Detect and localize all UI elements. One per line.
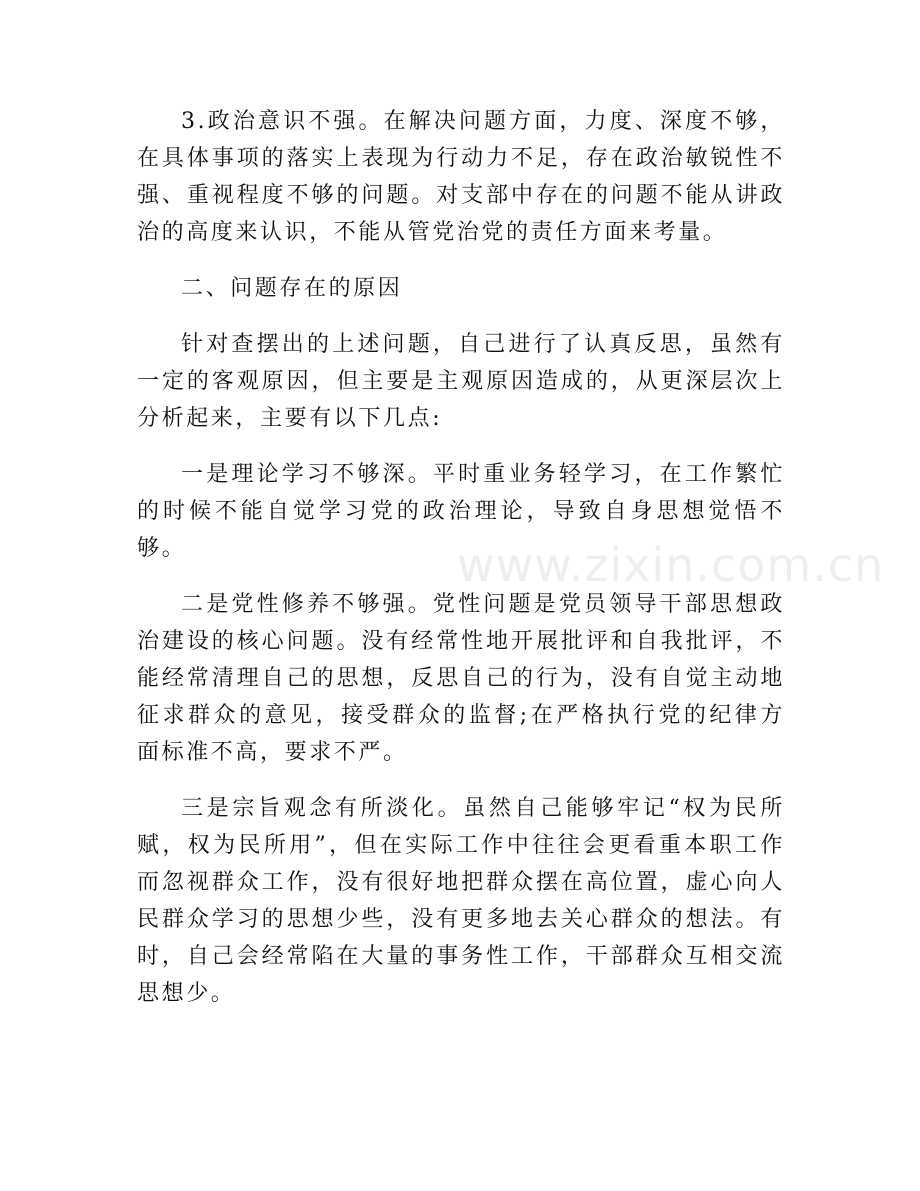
paragraph-reflection: 针对查摆出的上述问题，自己进行了认真反思，虽然有一定的客观原因，但主要是主观原因造成的，从更深层次上分析起来，主要有以下几点: [137, 332, 785, 431]
paragraph-party-cultivation: 二是党性修养不够强。党性问题是党员领导干部思想政治建设的核心问题。没有经常性地开展批评和自我批评，不能经常清理自己的思想，反思自己的行为，没有自觉主动地征求群众的意见，接受群众的监督;在严格执行党的纪律方面标准不高，要求不严。 [137, 592, 785, 765]
watermark-text: www.zixin.com.cn [457, 538, 885, 592]
section-heading-causes: 二、问题存在的原因 [181, 276, 403, 301]
paragraph-theory-study: 一是理论学习不够深。平时重业务轻学习，在工作繁忙的时候不能自觉学习党的政治理论，导致自身思想觉悟不够。 [137, 462, 785, 561]
document-body [137, 103, 785, 1031]
paragraph-political-awareness: 3.政治意识不强。在解决问题方面，力度、深度不够，在具体事项的落实上表现为行动力不足，存在政治敏锐性不强、重视程度不够的问题。对支部中存在的问题不能从讲政治的高度来认识，不能从管党治党的责任方面来考量。 [137, 109, 785, 245]
paragraph-purpose-concept: 三是宗旨观念有所淡化。虽然自己能够牢记“权为民所赋，权为民所用”，但在实际工作中往往会更看重本职工作而忽视群众工作，没有很好地把群众摆在高位置，虚心向人民群众学习的思想少些，没有更多地去关心群众的想法。有时，自己会经常陷在大量的事务性工作，干部群众互相交流思想少。 [137, 796, 785, 1006]
